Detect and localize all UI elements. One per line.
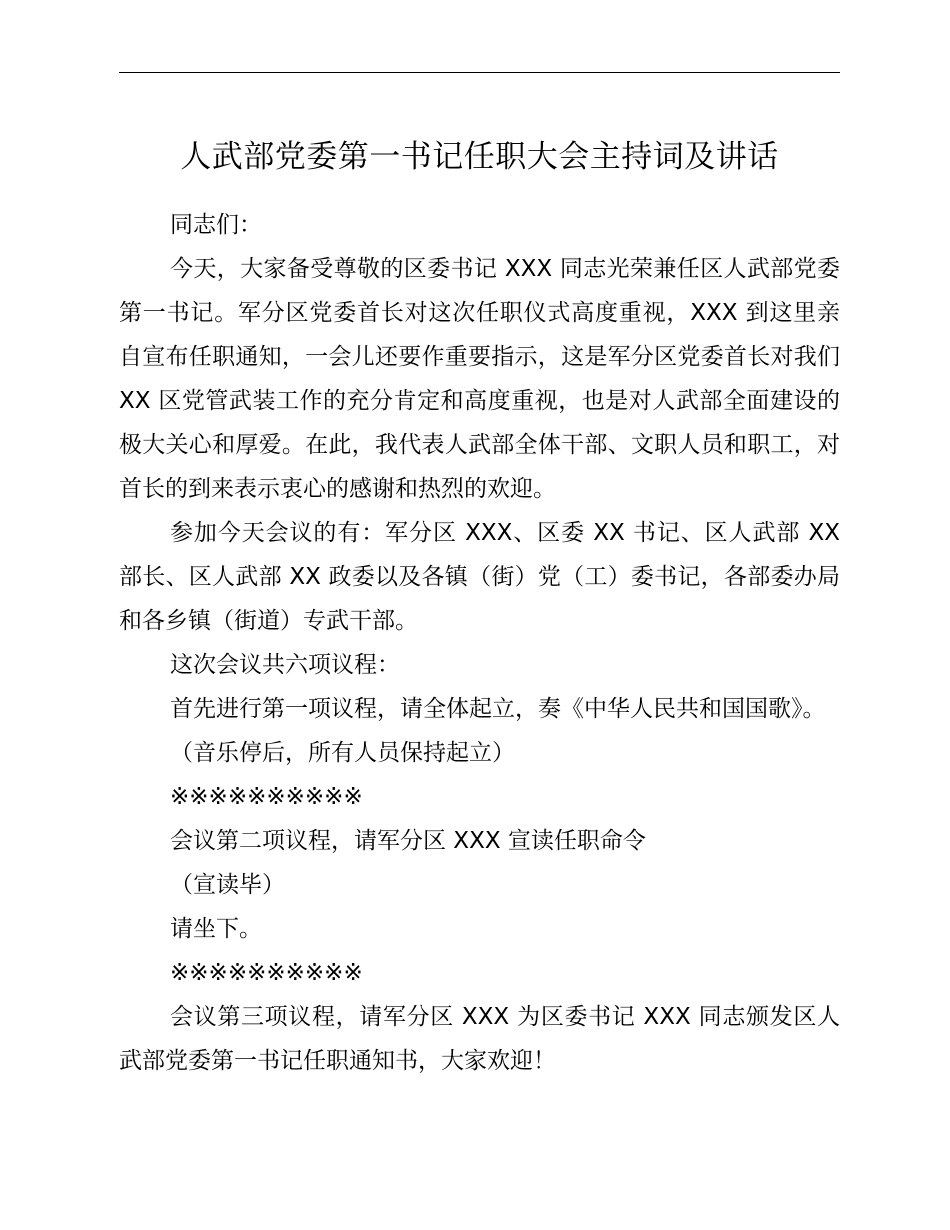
paragraph-sit-down: 请坐下。	[170, 916, 262, 942]
paragraph-attendees: 参加今天会议的有：军分区 XXX、区委 XX 书记、区人武部 XX 部长、区人武部 XX 政委以及各镇（街）党（工）委书记，各部委办局和各乡镇（街道）专武干部。	[119, 520, 840, 634]
document-title: 人武部党委第一书记任职大会主持词及讲话	[180, 139, 779, 175]
paragraph-agenda-item-3: 会议第三项议程，请军分区 XXX 为区委书记 XXX 同志颁发区人武部党委第一书记任职通知书，大家欢迎！	[119, 1004, 840, 1074]
paragraph-agenda-intro: 这次会议共六项议程：	[170, 652, 400, 678]
paragraph-stage-note-1: （音乐停后，所有人员保持起立）	[170, 740, 515, 766]
paragraph-agenda-item-1: 首先进行第一项议程，请全体起立，奏《中华人民共和国国歌》。	[170, 696, 826, 722]
section-separator-1: ※※※※※※※※※※	[170, 784, 363, 810]
paragraph-opening: 今天，大家备受尊敬的区委书记 XXX 同志光荣兼任区人武部党委第一书记。军分区党委首长对这次任职仪式高度重视，XXX 到这里亲自宣布任职通知，一会儿还要作重要指示，这是军分区党委首长对我们 XX 区党管武装工作的充分肯定和高度重视，也是对人武部全面建设的极大关心和厚爱。在此，我代表人武部全体干部、文职人员和职工，对首长的到来表示衷心的感谢和热烈的欢迎。	[119, 256, 840, 502]
paragraph-salutation: 同志们：	[170, 212, 262, 238]
document-body	[119, 203, 840, 1083]
header-rule	[119, 72, 840, 73]
paragraph-stage-note-2: （宣读毕）	[170, 872, 285, 898]
paragraph-agenda-item-2: 会议第二项议程，请军分区 XXX 宣读任职命令	[170, 828, 646, 854]
section-separator-2: ※※※※※※※※※※	[170, 960, 363, 986]
